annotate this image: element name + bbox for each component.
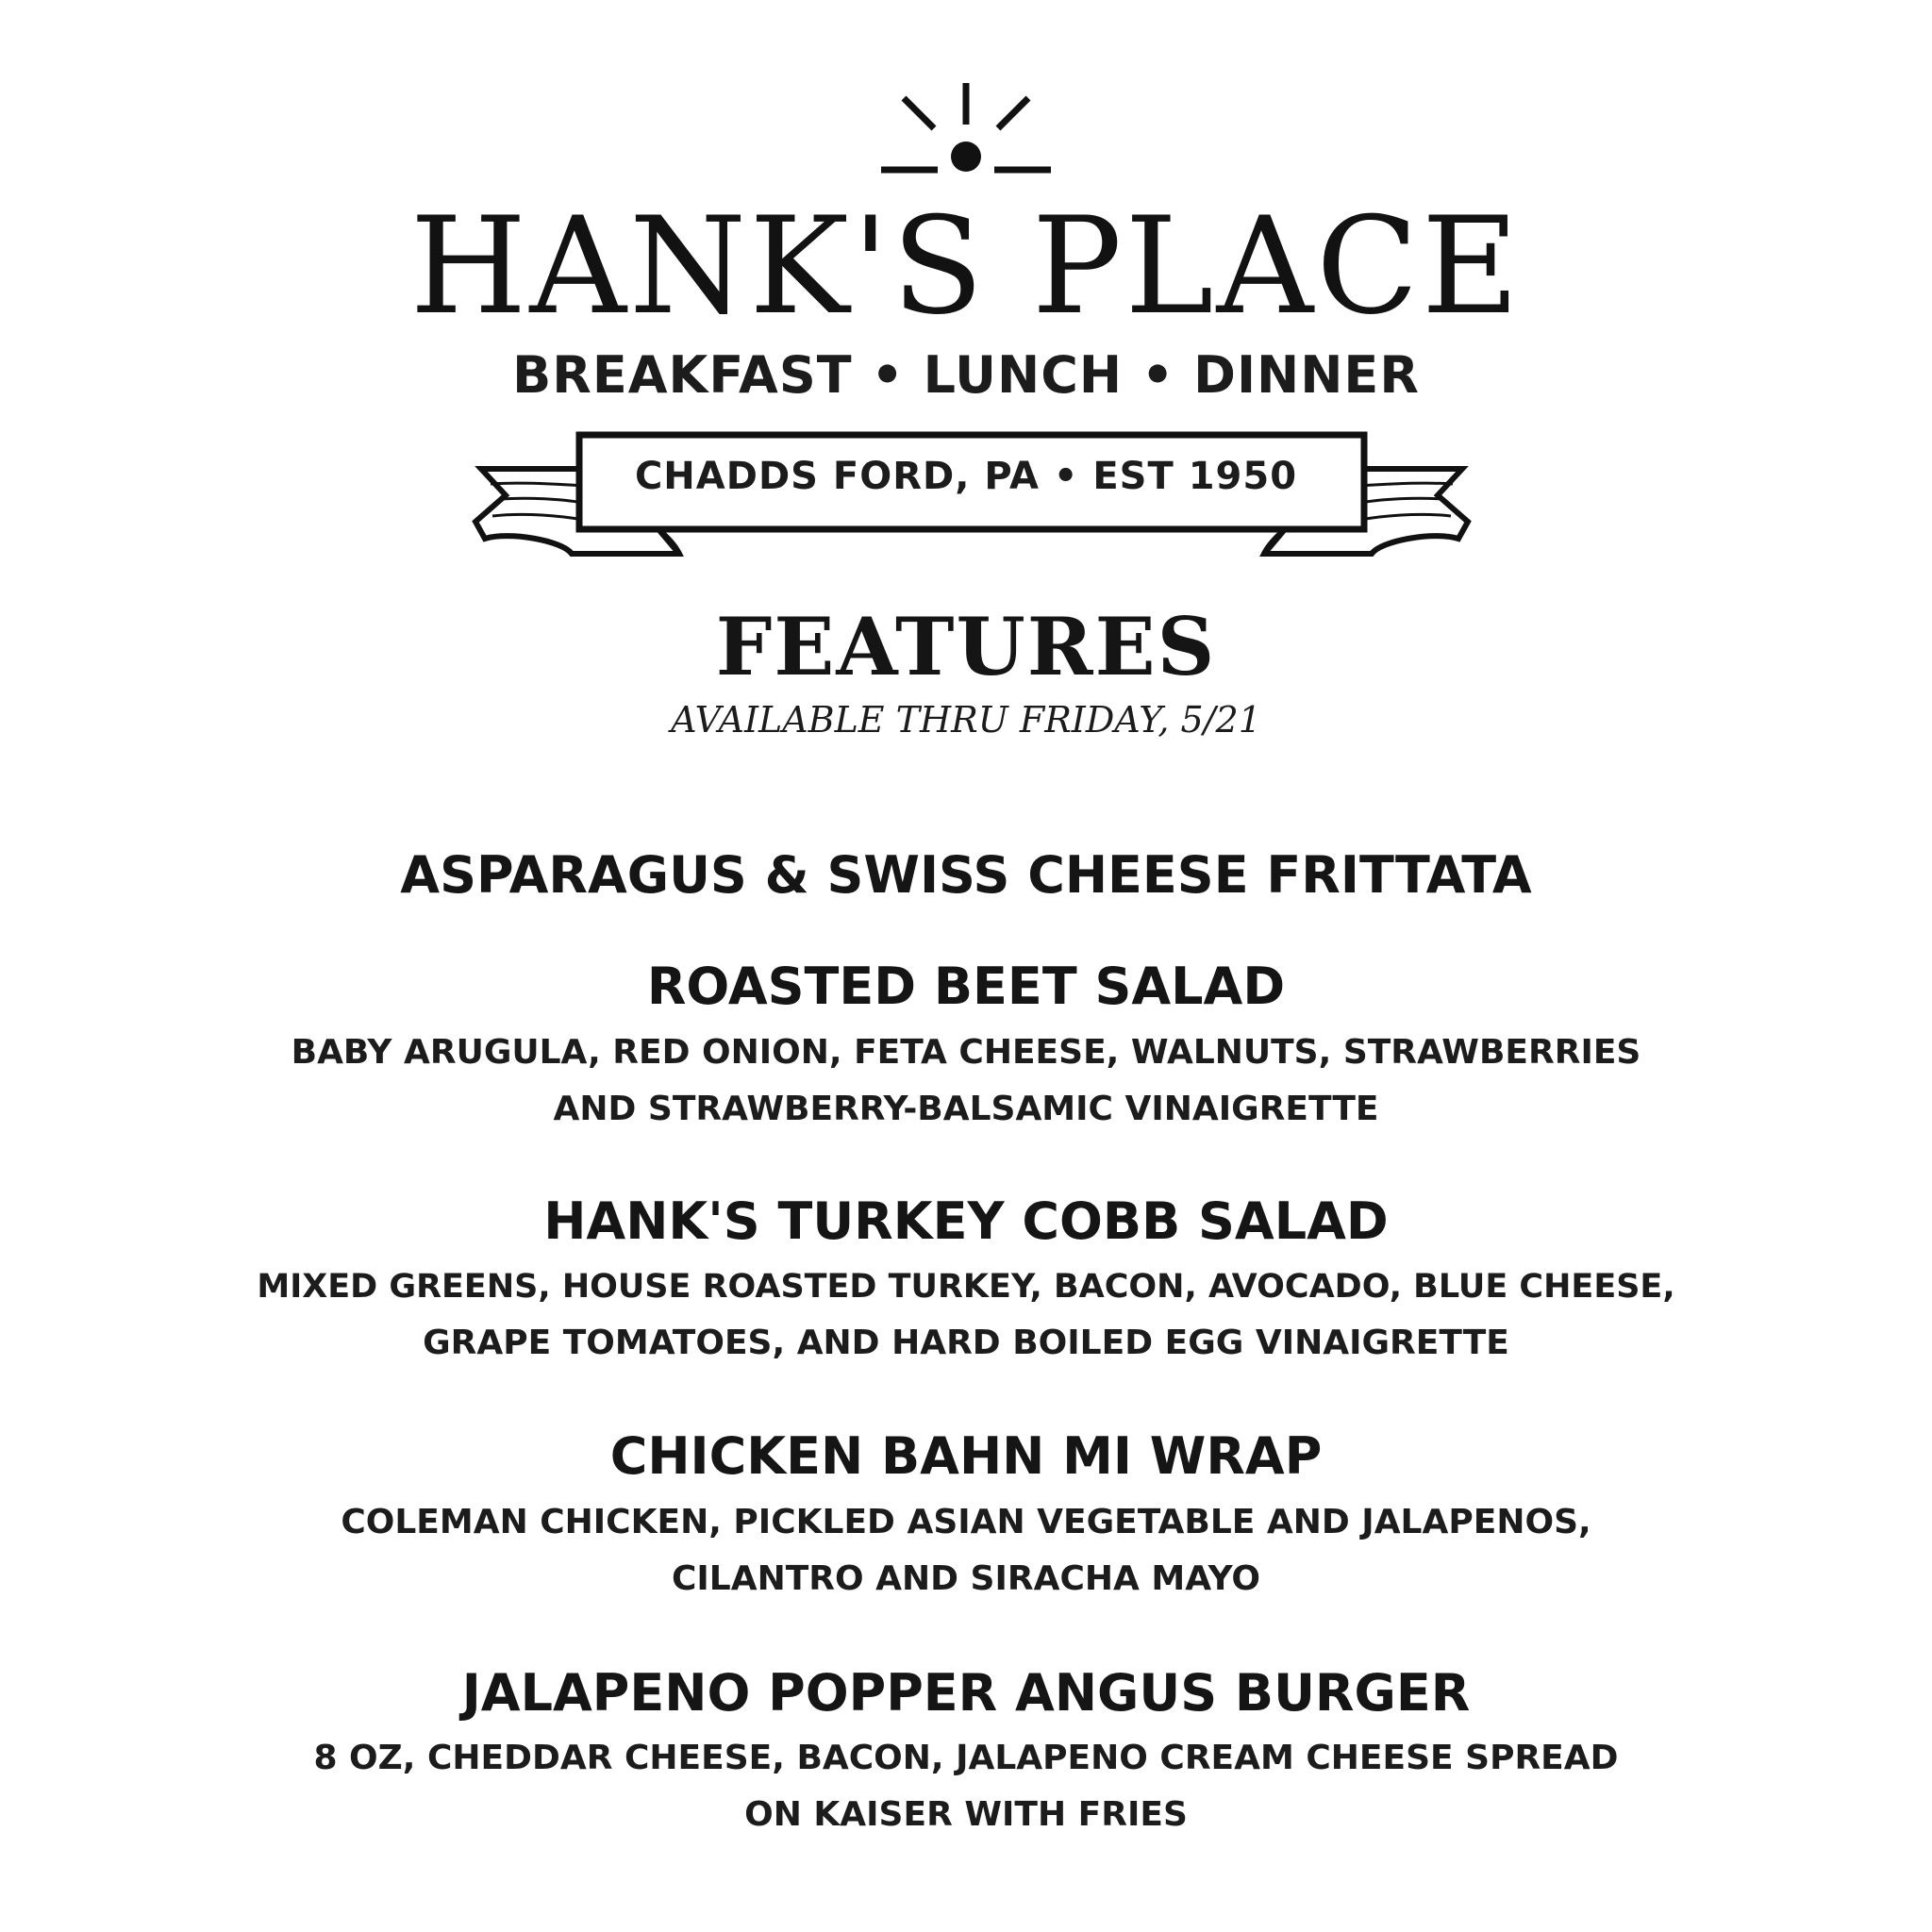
menu-item-title: HANK'S TURKEY COBB SALAD bbox=[543, 1191, 1389, 1251]
menu-item-description: AND STRAWBERRY-BALSAMIC VINAIGRETTE bbox=[553, 1090, 1379, 1128]
menu-item-description: 8 OZ, CHEDDAR CHEESE, BACON, JALAPENO CREAM CHEESE SPREAD bbox=[313, 1739, 1619, 1777]
menu-item-description: BABY ARUGULA, RED ONION, FETA CHEESE, WALNUTS, STRAWBERRIES bbox=[291, 1033, 1641, 1072]
location-est-label: CHADDS FORD, PA • EST 1950 bbox=[634, 455, 1298, 498]
menu-item-description: GRAPE TOMATOES, AND HARD BOILED EGG VINAIGRETTE bbox=[423, 1324, 1509, 1362]
features-heading: FEATURES bbox=[715, 600, 1217, 693]
menu-item-title: CHICKEN BAHN MI WRAP bbox=[609, 1426, 1323, 1486]
brand-name: HANK'S PLACE bbox=[409, 189, 1523, 344]
menu-item-description: COLEMAN CHICKEN, PICKLED ASIAN VEGETABLE AND JALAPENOS, bbox=[341, 1503, 1591, 1541]
menu-item-title: ASPARAGUS & SWISS CHEESE FRITTATA bbox=[400, 845, 1532, 905]
menu-item-description: ON KAISER WITH FRIES bbox=[744, 1795, 1188, 1834]
sun-icon bbox=[872, 75, 1060, 179]
menu-item-description: MIXED GREENS, HOUSE ROASTED TURKEY, BACON, AVOCADO, BLUE CHEESE, bbox=[257, 1268, 1675, 1306]
menu-item-title: ROASTED BEET SALAD bbox=[646, 957, 1286, 1016]
menu-item-description: CILANTRO AND SIRACHA MAYO bbox=[671, 1559, 1261, 1598]
tagline: BREAKFAST • LUNCH • DINNER bbox=[512, 345, 1420, 405]
availability-note: AVAILABLE THRU FRIDAY, 5/21 bbox=[671, 699, 1261, 741]
menu-item-title: JALAPENO POPPER ANGUS BURGER bbox=[461, 1663, 1471, 1723]
